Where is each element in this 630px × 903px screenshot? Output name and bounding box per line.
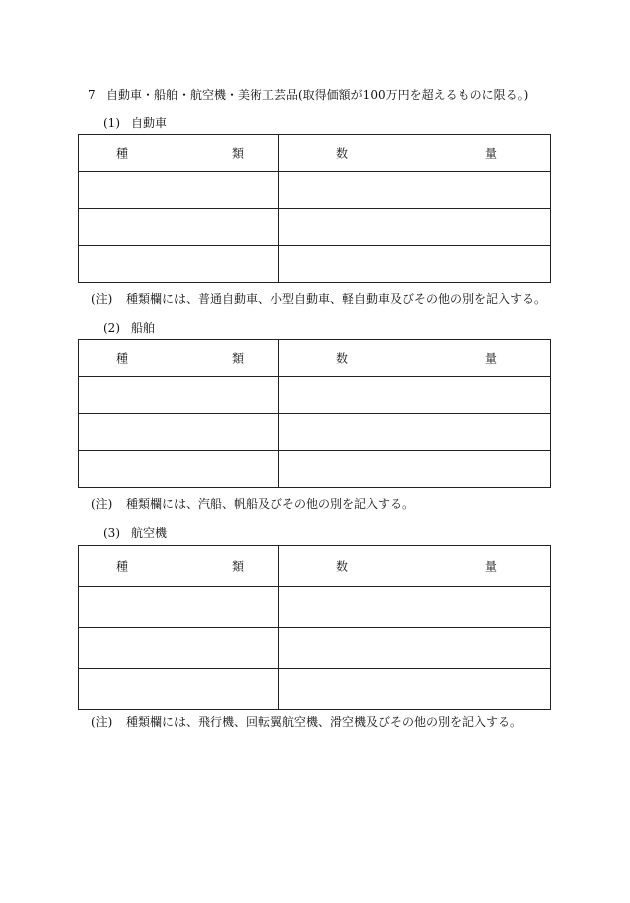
subsection-title-aircraft [103, 524, 167, 541]
kind-header-char: 種 [116, 146, 129, 161]
kind-header-char: 類 [232, 559, 245, 574]
subsection-label: 船舶 [131, 321, 156, 335]
table-row [79, 451, 551, 488]
note-tag: (注) [91, 497, 113, 511]
quantity-header-cell [279, 340, 551, 377]
quantity-header-char: 量 [485, 559, 498, 574]
quantity-header-char: 数 [336, 146, 349, 161]
note-text: 種類欄には、普通自動車、小型自動車、軽自動車及びその他の別を記入する。 [126, 292, 547, 306]
ships-note [91, 495, 414, 512]
table-header-row [79, 546, 551, 587]
quantity-header-cell [279, 546, 551, 587]
note-tag: (注) [91, 292, 113, 306]
quantity-header-cell [279, 135, 551, 172]
kind-cell[interactable] [79, 628, 279, 669]
subsection-label: 航空機 [131, 526, 168, 540]
section-heading [88, 86, 528, 103]
quantity-cell[interactable] [279, 451, 551, 488]
table-row [79, 172, 551, 209]
kind-cell[interactable] [79, 414, 279, 451]
quantity-header-char: 数 [336, 351, 349, 366]
table-row [79, 246, 551, 283]
table-row [79, 209, 551, 246]
quantity-cell[interactable] [279, 377, 551, 414]
aircraft-note [91, 713, 522, 730]
kind-cell[interactable] [79, 587, 279, 628]
note-text: 種類欄には、汽船、帆船及びその他の別を記入する。 [126, 497, 415, 511]
subsection-label: 自動車 [131, 116, 168, 130]
vehicles-table [78, 134, 551, 283]
quantity-cell[interactable] [279, 414, 551, 451]
table-header-row [79, 135, 551, 172]
subsection-title-vehicles [103, 114, 167, 131]
quantity-cell[interactable] [279, 209, 551, 246]
quantity-header-char: 数 [336, 559, 349, 574]
table-row [79, 587, 551, 628]
kind-cell[interactable] [79, 377, 279, 414]
kind-header-cell [79, 546, 279, 587]
subsection-title-ships [103, 319, 155, 336]
subsection-number: (1) [103, 116, 120, 130]
ships-table [78, 339, 551, 488]
kind-header-char: 種 [116, 559, 129, 574]
aircraft-table [78, 545, 551, 710]
kind-cell[interactable] [79, 451, 279, 488]
table-row [79, 669, 551, 710]
note-tag: (注) [91, 715, 113, 729]
kind-header-char: 種 [116, 351, 129, 366]
quantity-cell[interactable] [279, 172, 551, 209]
quantity-cell[interactable] [279, 587, 551, 628]
table-row [79, 414, 551, 451]
kind-header-char: 類 [232, 351, 245, 366]
table-header-row [79, 340, 551, 377]
heading-number: 7 [88, 88, 96, 102]
table-row [79, 377, 551, 414]
kind-cell[interactable] [79, 246, 279, 283]
quantity-cell[interactable] [279, 246, 551, 283]
kind-cell[interactable] [79, 172, 279, 209]
kind-cell[interactable] [79, 209, 279, 246]
note-text: 種類欄には、飛行機、回転翼航空機、滑空機及びその他の別を記入する。 [126, 715, 523, 729]
quantity-cell[interactable] [279, 628, 551, 669]
heading-text: 自動車・船舶・航空機・美術工芸品(取得価額が100万円を超えるものに限る。) [106, 88, 529, 102]
table-row [79, 628, 551, 669]
kind-header-char: 類 [232, 146, 245, 161]
quantity-cell[interactable] [279, 669, 551, 710]
kind-cell[interactable] [79, 669, 279, 710]
quantity-header-char: 量 [485, 351, 498, 366]
subsection-number: (2) [103, 321, 120, 335]
subsection-number: (3) [103, 526, 120, 540]
kind-header-cell [79, 340, 279, 377]
kind-header-cell [79, 135, 279, 172]
vehicles-note [91, 290, 546, 307]
quantity-header-char: 量 [485, 146, 498, 161]
